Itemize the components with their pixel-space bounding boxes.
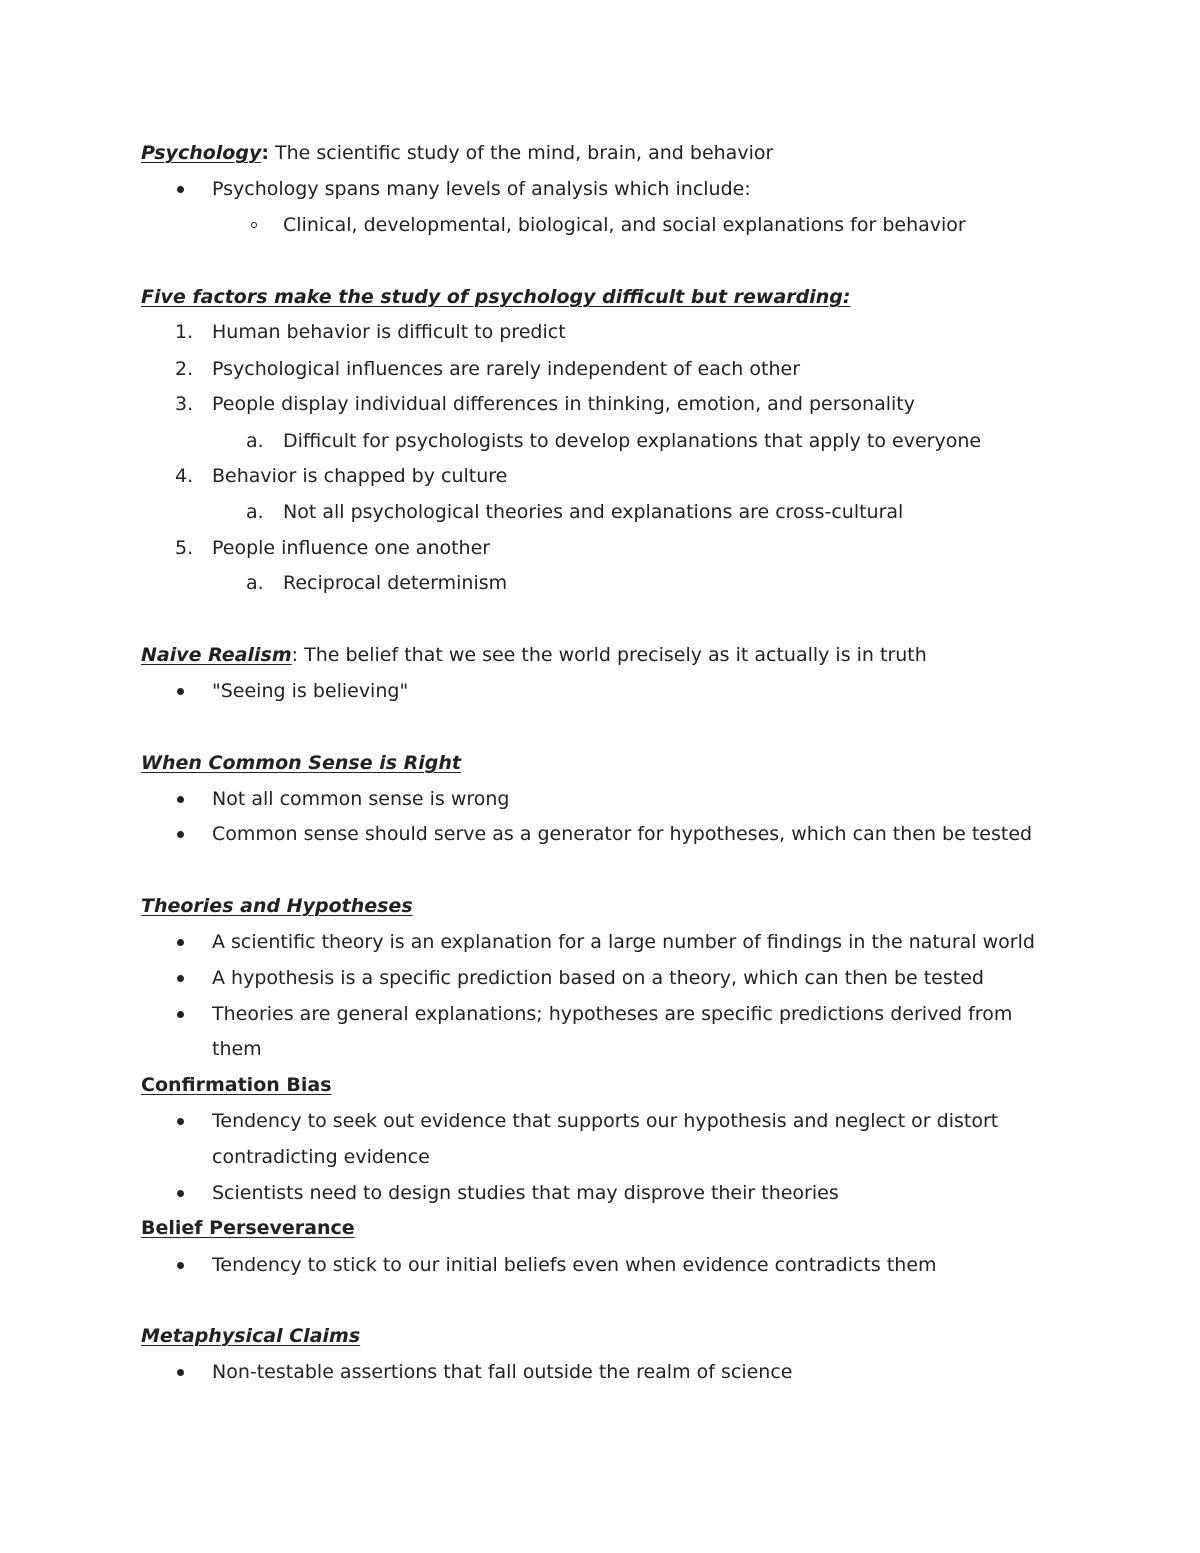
psychology-definition: The scientific study of the mind, brain, and behavior — [268, 142, 774, 164]
bullet-dot-icon — [177, 831, 184, 838]
list-letter: a. — [246, 501, 264, 523]
naive-realism-definition: The belief that we see the world precisely as it actually is in truth — [298, 644, 927, 666]
list-item: Reciprocal determinism — [283, 572, 508, 594]
bullet-dot-icon — [177, 1118, 184, 1125]
list-item: Scientists need to design studies that may disprove their theories — [212, 1182, 839, 1204]
list-item: Behavior is chapped by culture — [212, 465, 508, 487]
list-letter: a. — [246, 430, 264, 452]
list-item: People display individual differences in thinking, emotion, and personality — [212, 393, 915, 415]
psychology-term: Psychology — [141, 142, 262, 164]
list-number: 5. — [175, 537, 194, 559]
list-number: 2. — [175, 358, 194, 380]
list-number: 4. — [175, 465, 194, 487]
list-item-continuation: them — [212, 1038, 262, 1060]
list-item: Difficult for psychologists to develop explanations that apply to everyone — [283, 430, 982, 452]
list-item: Clinical, developmental, biological, and social explanations for behavior — [283, 214, 966, 236]
list-item: Common sense should serve as a generator for hypotheses, which can then be tested — [212, 823, 1033, 845]
bullet-dot-icon — [177, 186, 184, 193]
bullet-circle-icon — [251, 222, 257, 228]
list-number: 1. — [175, 321, 194, 343]
list-item: Tendency to stick to our initial beliefs even when evidence contradicts them — [212, 1254, 937, 1276]
list-item: A hypothesis is a specific prediction based on a theory, which can then be tested — [212, 967, 984, 989]
psychology-colon: : — [261, 142, 269, 164]
list-item: Theories are general explanations; hypotheses are specific predictions derived from — [212, 1003, 1013, 1025]
list-item: People influence one another — [212, 537, 491, 559]
five-factors-heading: Five factors make the study of psychology difficult but rewarding: — [141, 286, 851, 308]
bullet-dot-icon — [177, 796, 184, 803]
list-letter: a. — [246, 572, 264, 594]
list-item: "Seeing is believing" — [212, 680, 409, 702]
list-item: Not all psychological theories and explanations are cross-cultural — [283, 501, 904, 523]
belief-perseverance-heading: Belief Perseverance — [141, 1217, 355, 1239]
list-item: Human behavior is difficult to predict — [212, 321, 566, 343]
list-item: Psychology spans many levels of analysis which include: — [212, 178, 751, 200]
naive-realism-definition-line — [141, 643, 927, 667]
list-item: Non-testable assertions that fall outside the realm of science — [212, 1361, 793, 1383]
bullet-dot-icon — [177, 688, 184, 695]
psychology-definition-line — [141, 141, 773, 165]
bullet-dot-icon — [177, 1011, 184, 1018]
list-item-continuation: contradicting evidence — [212, 1146, 430, 1168]
confirmation-bias-heading: Confirmation Bias — [141, 1074, 332, 1096]
list-item: Not all common sense is wrong — [212, 788, 510, 810]
list-item: A scientific theory is an explanation for a large number of findings in the natural world — [212, 931, 1035, 953]
bullet-dot-icon — [177, 1262, 184, 1269]
list-item: Psychological influences are rarely independent of each other — [212, 358, 801, 380]
list-number: 3. — [175, 393, 194, 415]
bullet-dot-icon — [177, 939, 184, 946]
metaphysical-claims-heading: Metaphysical Claims — [141, 1325, 361, 1347]
common-sense-heading: When Common Sense is Right — [141, 752, 461, 774]
bullet-dot-icon — [177, 1369, 184, 1376]
bullet-dot-icon — [177, 1190, 184, 1197]
naive-realism-colon: : — [291, 644, 299, 666]
bullet-dot-icon — [177, 975, 184, 982]
naive-realism-term: Naive Realism — [141, 644, 292, 666]
theories-heading: Theories and Hypotheses — [141, 895, 413, 917]
list-item: Tendency to seek out evidence that supports our hypothesis and neglect or distort — [212, 1110, 999, 1132]
